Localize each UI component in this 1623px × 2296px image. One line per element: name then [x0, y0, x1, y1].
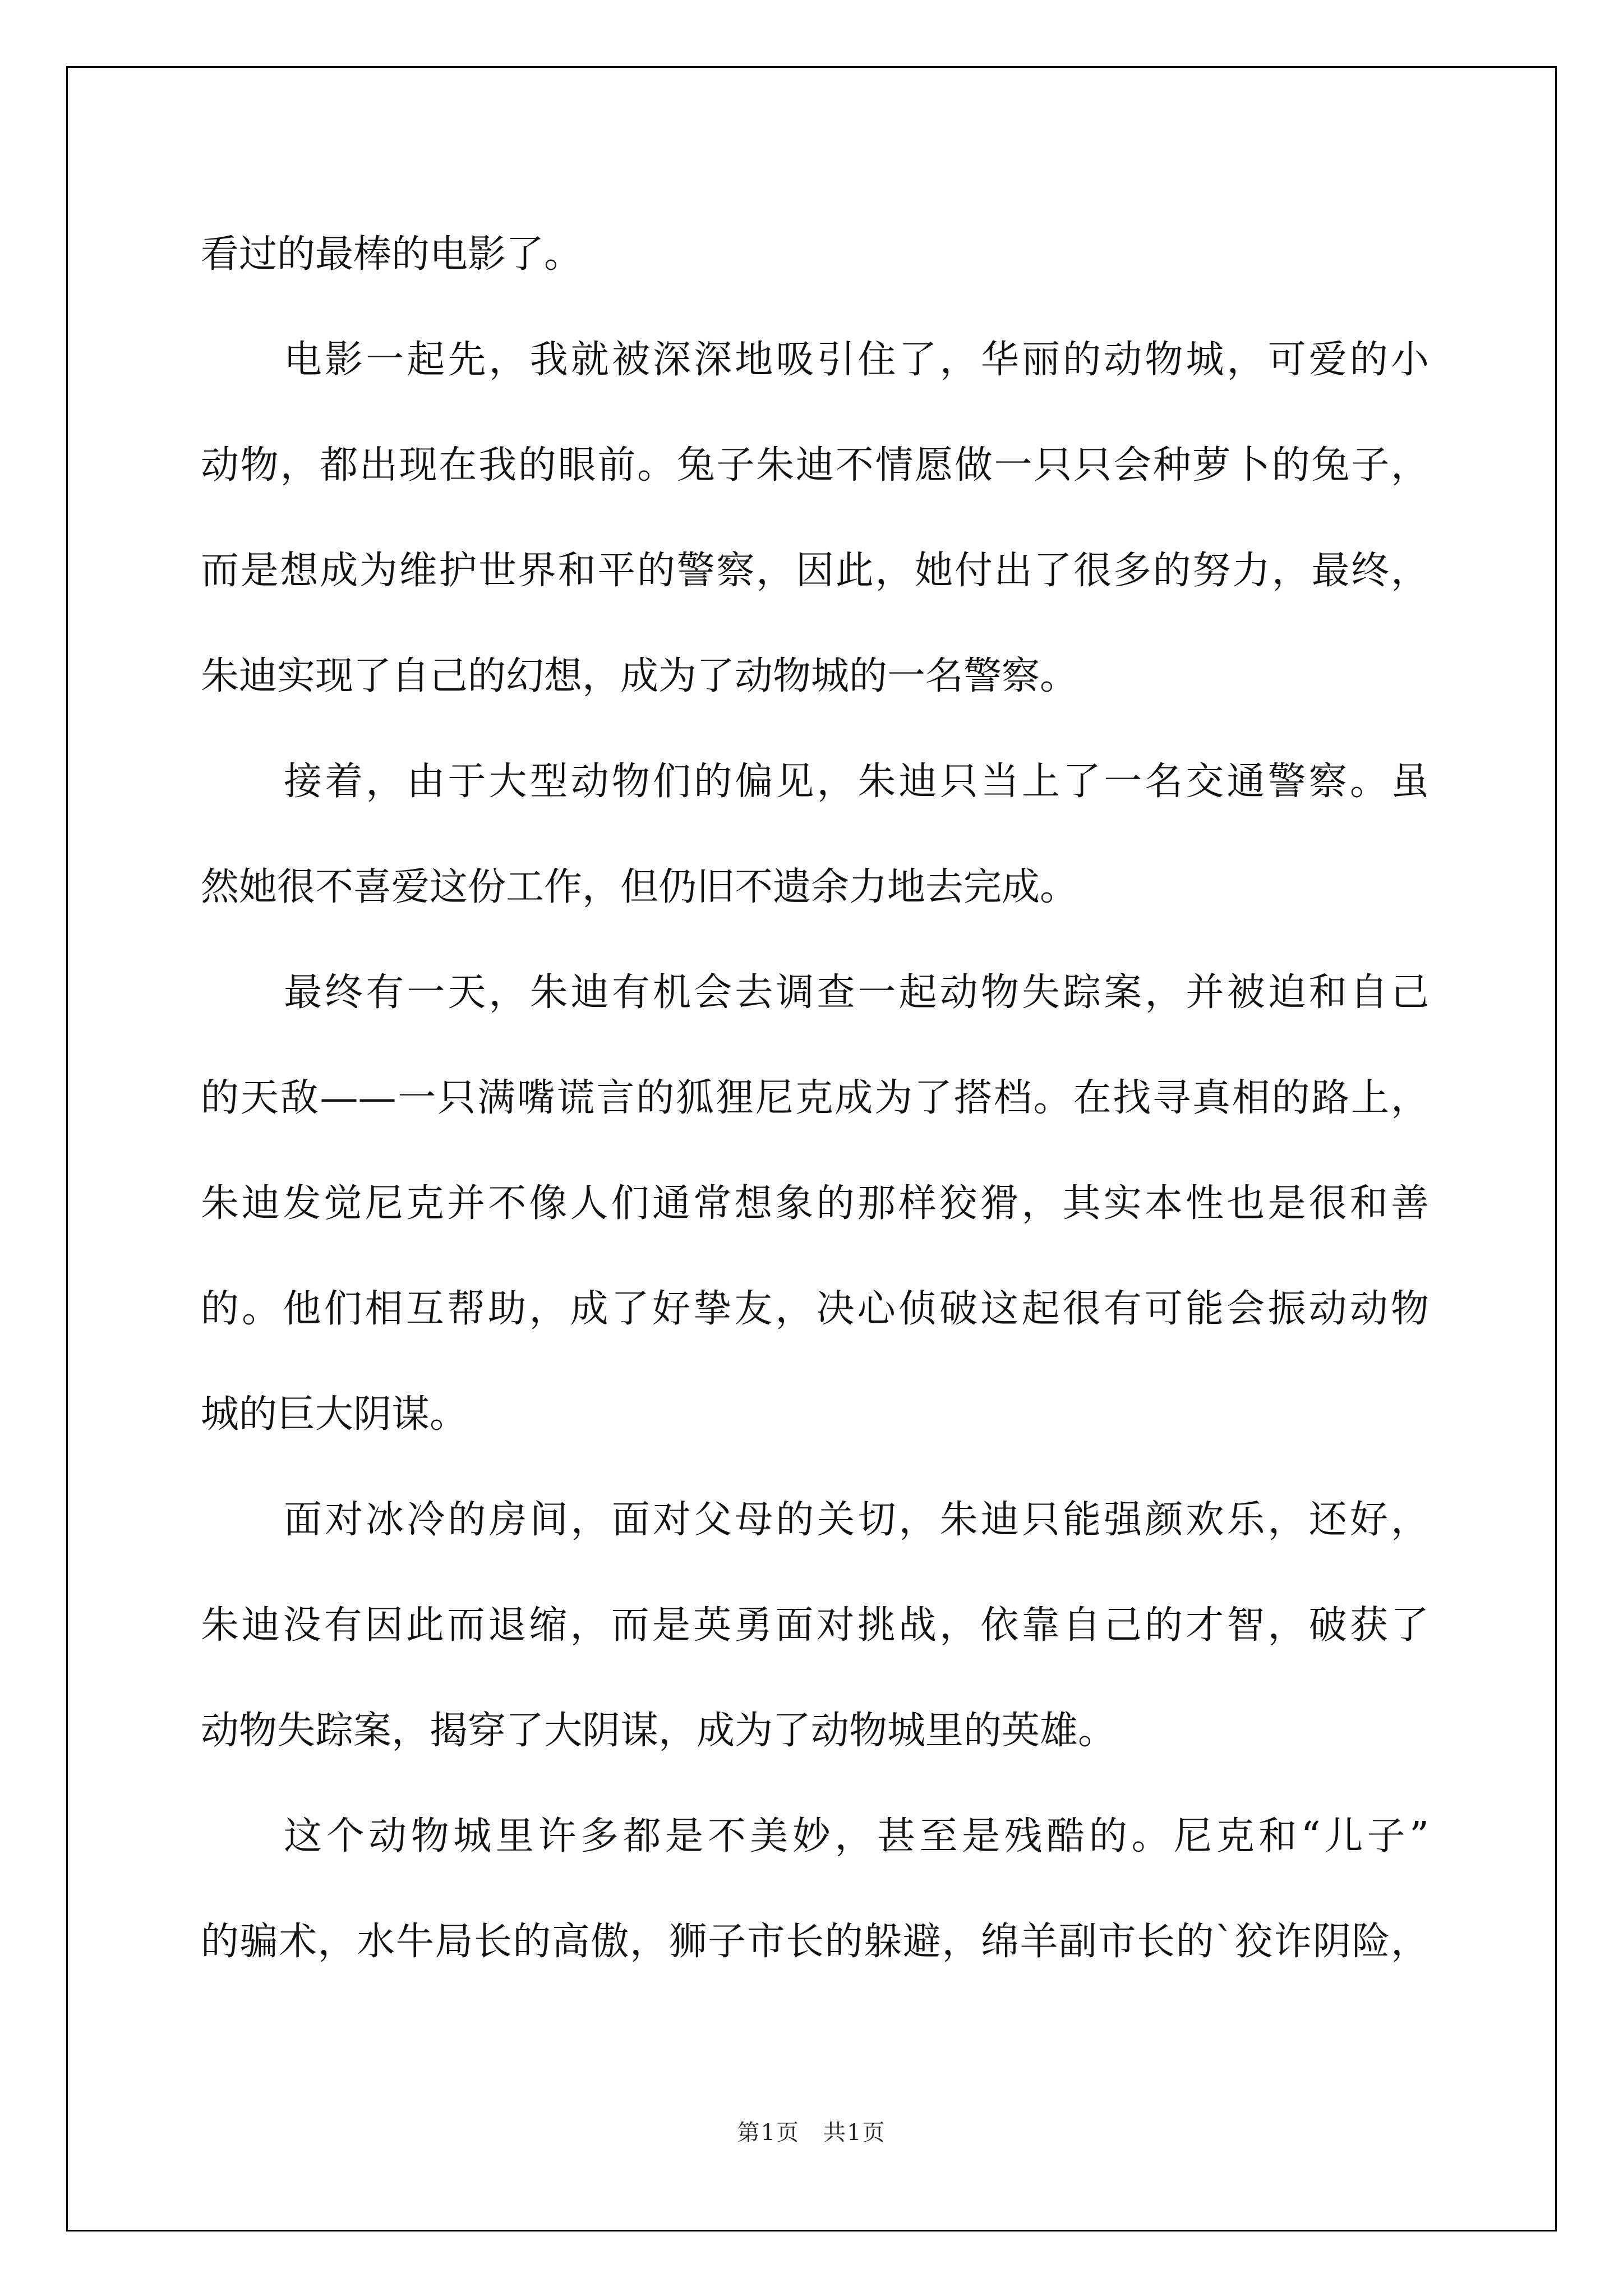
text-line: 然她很不喜爱这份工作，但仍旧不遗余力地去完成。 — [201, 865, 1078, 909]
text-line: 接着，由于大型动物们的偏见，朱迪只当上了一名交通警察。虽 — [284, 760, 1429, 804]
text-line: 的天敌——一只满嘴谎言的狐狸尼克成为了搭档。在找寻真相的路上， — [201, 1076, 1429, 1120]
text-line: 电影一起先，我就被深深地吸引住了，华丽的动物城，可爱的小 — [284, 338, 1429, 382]
text-line: 朱迪没有因此而退缩，而是英勇面对挑战，依靠自己的才智，破获了 — [201, 1603, 1429, 1648]
page-number-footer: 第1页 共1页 — [737, 2120, 886, 2146]
text-line: 面对冰冷的房间，面对父母的关切，朱迪只能强颜欢乐，还好， — [284, 1498, 1429, 1542]
text-line: 城的巨大阴谋。 — [201, 1392, 468, 1437]
document-body — [201, 202, 1429, 1995]
text-line: 的。他们相互帮助，成了好挚友，决心侦破这起很有可能会振动动物 — [201, 1287, 1429, 1331]
text-line: 的骗术，水牛局长的高傲，狮子市长的躲避，绵羊副市长的`狡诈阴险， — [201, 1920, 1429, 1964]
text-line: 最终有一天，朱迪有机会去调查一起动物失踪案，并被迫和自己 — [284, 970, 1429, 1015]
text-line: 看过的最棒的电影了。 — [201, 232, 583, 277]
text-line: 朱迪实现了自己的幻想，成为了动物城的一名警察。 — [201, 654, 1078, 698]
text-line: 朱迪发觉尼克并不像人们通常想象的那样狡猾，其实本性也是很和善 — [201, 1181, 1429, 1226]
text-line: 这个动物城里许多都是不美妙，甚至是残酷的。尼克和“儿子” — [284, 1814, 1429, 1858]
text-line: 动物失踪案，揭穿了大阴谋，成为了动物城里的英雄。 — [201, 1709, 1117, 1753]
text-line: 动物，都出现在我的眼前。兔子朱迪不情愿做一只只会种萝卜的兔子， — [201, 443, 1429, 487]
text-line: 而是想成为维护世界和平的警察，因此，她付出了很多的努力，最终， — [201, 549, 1429, 593]
